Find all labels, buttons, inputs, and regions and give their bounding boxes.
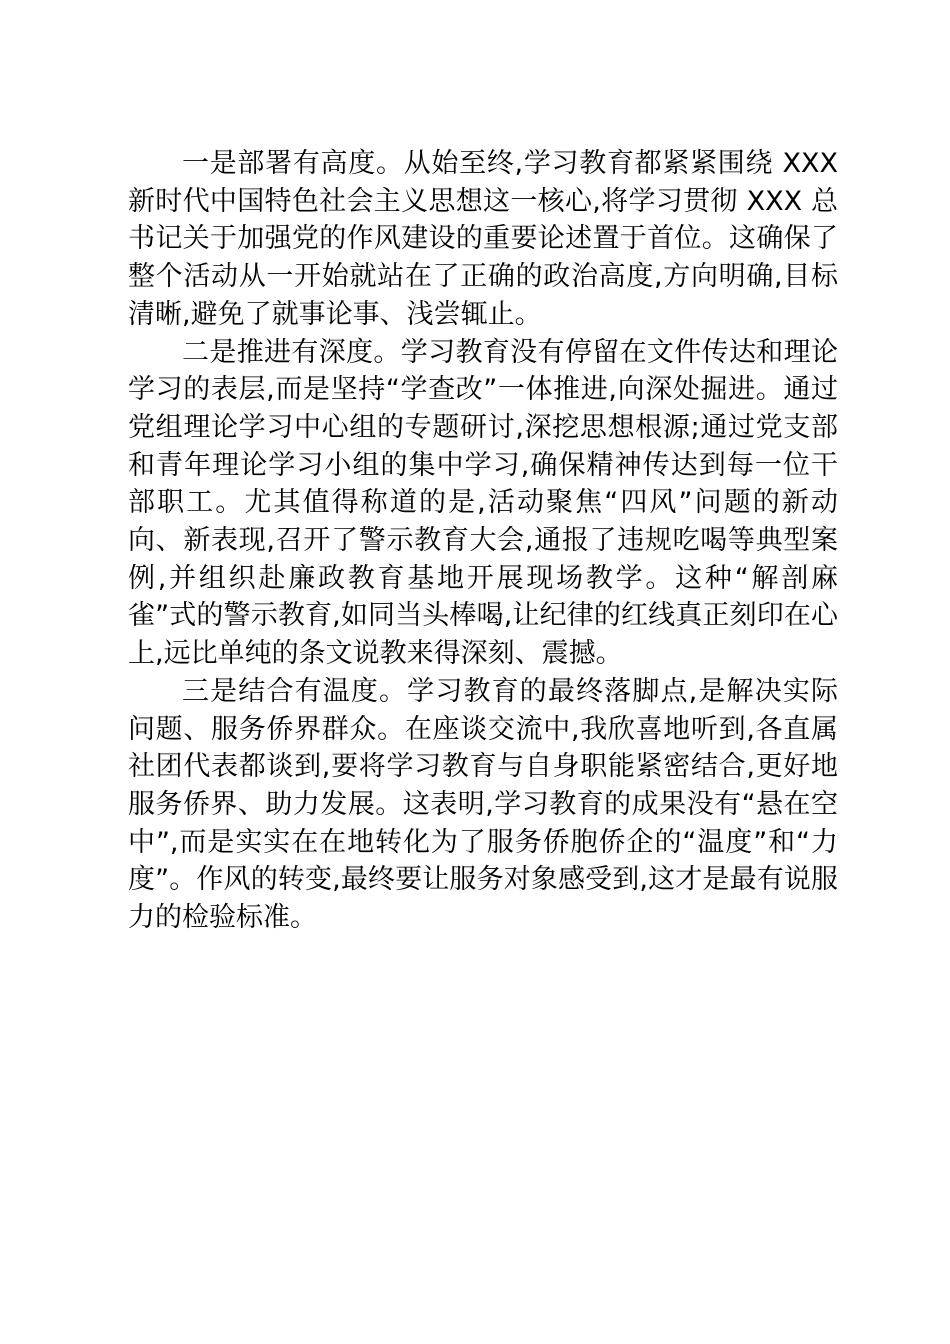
paragraph-integration-warmth: 三是结合有温度。学习教育的最终落脚点,是解决实际问题、服务侨界群众。在座谈交流中,我欣喜地听到,各直属社团代表都谈到,要将学习教育与自身职能紧密结合,更好地服务侨界、助力发展。这表明,学习教育的成果没有“悬在空中”,而是实实在在地转化为了服务侨胞侨企的“温度”和“力度”。作风的转变,最终要让服务对象感受到,这才是最有说服力的检验标准。 [128, 675, 838, 934]
paragraph-deployment-height: 一是部署有高度。从始至终,学习教育都紧紧围绕 XXX 新时代中国特色社会主义思想这一核心,将学习贯彻 XXX 总书记关于加强党的作风建设的重要论述置于首位。这确保了整个活动从一开始就站在了正确的政治高度,方向明确,目标清晰,避免了就事论事、浅尝辄止。 [128, 148, 838, 330]
paragraph-advancement-depth: 二是推进有深度。学习教育没有停留在文件传达和理论学习的表层,而是坚持“学查改”一体推进,向深处掘进。通过党组理论学习中心组的专题研讨,深挖思想根源;通过党支部和青年理论学习小组的集中学习,确保精神传达到每一位干部职工。尤其值得称道的是,活动聚焦“四风”问题的新动向、新表现,召开了警示教育大会,通报了违规吃喝等典型案例,并组织赴廉政教育基地开展现场教学。这种“解剖麻雀”式的警示教育,如同当头棒喝,让纪律的红线真正刻印在心上,远比单纯的条文说教来得深刻、震撼。 [128, 336, 838, 670]
document-body [128, 145, 838, 937]
